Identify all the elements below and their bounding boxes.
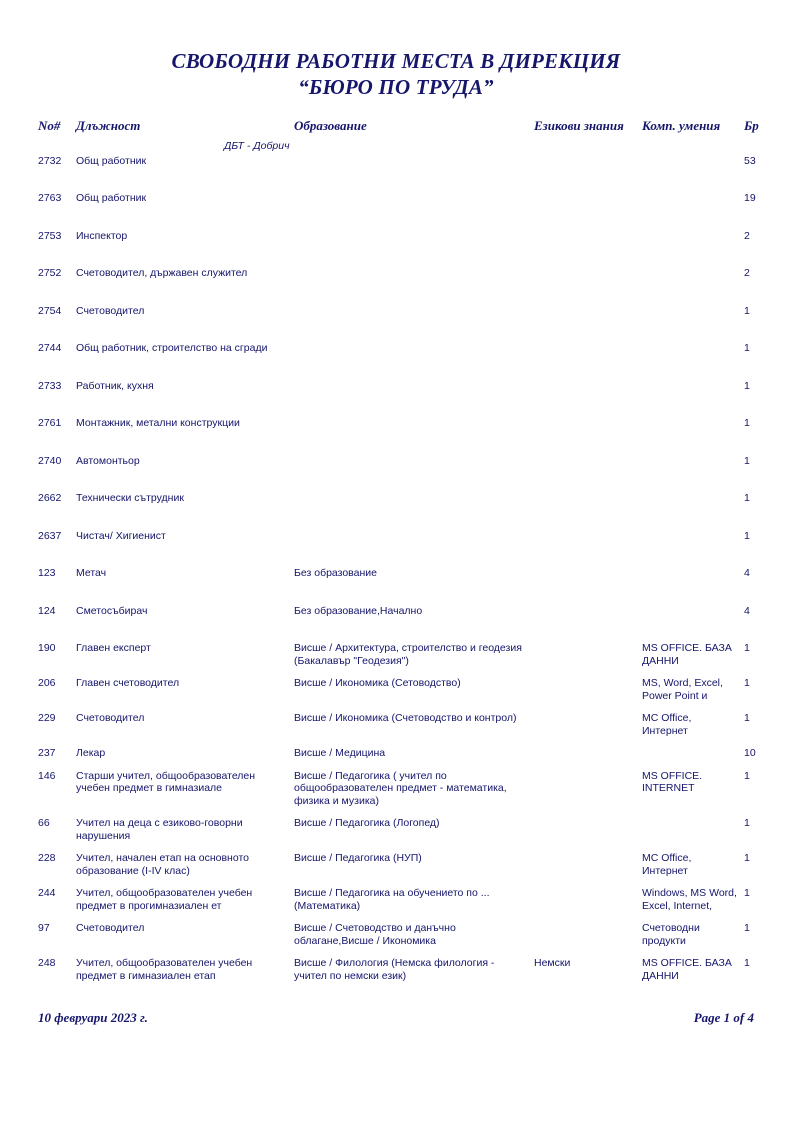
cell-count: 1: [744, 492, 750, 504]
cell-computer: MC Office, Интернет: [642, 712, 692, 737]
table-row: [38, 565, 778, 603]
cell-computer: MS, Word, Excel, Power Point и: [642, 677, 723, 702]
cell-computer: MS OFFICE. БАЗА ДАННИ: [642, 957, 732, 982]
cell-languages: [534, 885, 642, 920]
cell-education: [294, 190, 534, 228]
table-row: [38, 745, 778, 768]
column-header-computer-skills: Комп. умения: [642, 118, 721, 133]
cell-no: 2753: [38, 229, 62, 242]
cell-education: Висше / Педагогика (Логопед): [294, 817, 440, 829]
cell-no: 123: [38, 567, 56, 579]
cell-computer: [642, 153, 744, 191]
cell-count: 2: [744, 267, 750, 279]
cell-languages: [534, 453, 642, 491]
cell-no: 229: [38, 712, 56, 724]
cell-education: Висше / Счетоводство и данъчно облагане,Висше / Икономика: [294, 922, 456, 947]
cell-count: 1: [744, 304, 750, 317]
cell-count: 2: [744, 229, 750, 242]
column-header-languages: Езикови знания: [534, 118, 624, 133]
cell-count: 1: [744, 417, 750, 429]
cell-no: 2761: [38, 417, 62, 429]
cell-no: 237: [38, 747, 56, 759]
cell-count: 53: [744, 154, 756, 167]
cell-position: Технически сътрудник: [76, 492, 184, 504]
cell-education: [294, 490, 534, 528]
cell-education: [294, 153, 534, 191]
cell-position: Главен счетоводител: [76, 677, 180, 689]
cell-position: Счетоводител: [76, 712, 145, 724]
cell-education: [294, 228, 534, 266]
table-row: [38, 153, 778, 191]
cell-count: 1: [744, 769, 750, 782]
cell-no: 124: [38, 604, 56, 617]
cell-no: 2662: [38, 492, 62, 504]
table-row: [38, 265, 778, 303]
cell-education: [294, 378, 534, 416]
cell-position: Лекар: [76, 747, 106, 759]
cell-computer: [642, 815, 744, 850]
cell-languages: [534, 850, 642, 885]
cell-position: Старши учител, общообразователен учебен предмет в гимназиале: [76, 769, 256, 794]
cell-position: Счетоводител: [76, 922, 145, 934]
column-header-position: Длъжност: [76, 118, 141, 133]
cell-computer: [642, 303, 744, 341]
cell-languages: Немски: [534, 957, 571, 969]
cell-computer: [642, 265, 744, 303]
title-line-1: СВОБОДНИ РАБОТНИ МЕСТА В ДИРЕКЦИЯ: [171, 49, 621, 73]
cell-count: 1: [744, 677, 750, 689]
cell-no: 66: [38, 817, 50, 829]
cell-education: Висше / Икономика (Сетоводство): [294, 677, 461, 689]
cell-computer: [642, 453, 744, 491]
cell-computer: [642, 745, 744, 768]
cell-languages: [534, 153, 642, 191]
table-header: [38, 118, 778, 140]
cell-position: Учител, общообразователен учебен предмет в прогимназиален ет: [76, 887, 253, 912]
cell-position: Работник, кухня: [76, 379, 154, 392]
cell-count: 1: [744, 817, 750, 829]
cell-languages: [534, 265, 642, 303]
cell-position: Учител, начален етап на основното образование (I-IV клас): [76, 852, 249, 877]
cell-education: Без образование: [294, 567, 377, 579]
cell-languages: [534, 378, 642, 416]
cell-education: Висше / Архитектура, строителство и геодезия (Бакалавър "Геодезия"): [294, 642, 522, 667]
cell-computer: [642, 565, 744, 603]
table-row: [38, 850, 778, 885]
table-row: [38, 920, 778, 955]
cell-education: [294, 415, 534, 453]
cell-no: 2732: [38, 154, 62, 167]
cell-position: Учител на деца с езиково-говорни нарушения: [76, 817, 243, 842]
cell-count: 1: [744, 529, 750, 542]
cell-education: Висше / Педагогика ( учител по общообразователен предмет - математика, физика и музика): [294, 769, 507, 807]
office-label: ДБТ - Добрич: [224, 140, 290, 152]
cell-no: 190: [38, 642, 56, 654]
table-row: [38, 453, 778, 491]
cell-education: [294, 453, 534, 491]
cell-position: Монтажник, метални конструкции: [76, 417, 240, 429]
cell-no: 97: [38, 922, 50, 934]
cell-computer: [642, 603, 744, 641]
cell-position: Метач: [76, 567, 107, 579]
cell-computer: [642, 528, 744, 566]
table-row: [38, 815, 778, 850]
cell-count: 1: [744, 852, 750, 864]
table-row: [38, 603, 778, 641]
cell-count: 4: [744, 567, 750, 579]
cell-count: 4: [744, 604, 750, 617]
cell-position: Инспектор: [76, 229, 128, 242]
table-row: [38, 955, 778, 990]
cell-position: Общ работник, строителство на сгради: [76, 342, 268, 354]
cell-count: 1: [744, 454, 750, 467]
cell-education: [294, 528, 534, 566]
cell-computer: [642, 228, 744, 266]
cell-count: 10: [744, 747, 756, 759]
cell-languages: [534, 768, 642, 816]
cell-languages: [534, 675, 642, 710]
cell-education: [294, 303, 534, 341]
table-body: [38, 140, 778, 990]
cell-computer: MC Office, Интернет: [642, 852, 692, 877]
cell-no: 2744: [38, 342, 62, 354]
column-header-education: Образование: [294, 118, 367, 133]
cell-no: 2637: [38, 529, 62, 542]
cell-languages: [534, 528, 642, 566]
cell-computer: Счетоводни продукти: [642, 922, 700, 947]
cell-position: Чистач/ Хигиенист: [76, 529, 166, 542]
vacancies-table: [38, 118, 778, 990]
cell-no: 2763: [38, 192, 62, 204]
cell-languages: [534, 920, 642, 955]
cell-no: 244: [38, 887, 56, 899]
office-subheader-row: [38, 140, 778, 153]
cell-computer: MS OFFICE. INTERNET: [642, 769, 703, 794]
cell-computer: [642, 378, 744, 416]
table-row: [38, 490, 778, 528]
table-row: [38, 190, 778, 228]
cell-no: 2752: [38, 267, 62, 279]
table-row: [38, 768, 778, 816]
cell-position: Общ работник: [76, 192, 147, 204]
table-row: [38, 378, 778, 416]
table-row: [38, 675, 778, 710]
table-row: [38, 528, 778, 566]
cell-count: 1: [744, 642, 750, 654]
table-row: [38, 710, 778, 745]
footer-page-number: Page 1 of 4: [693, 1010, 754, 1025]
table-row: [38, 340, 778, 378]
cell-position: Сметосъбирач: [76, 604, 148, 617]
table-row: [38, 885, 778, 920]
cell-computer: MS OFFICE. БАЗА ДАННИ: [642, 642, 732, 667]
cell-position: Счетоводител: [76, 304, 145, 317]
cell-education: Висше / Медицина: [294, 747, 386, 759]
cell-computer: [642, 415, 744, 453]
cell-count: 1: [744, 887, 750, 899]
cell-count: 1: [744, 712, 750, 724]
cell-education: [294, 265, 534, 303]
cell-position: Главен експерт: [76, 642, 151, 654]
cell-no: 2754: [38, 304, 62, 317]
page-title: [38, 48, 754, 100]
cell-no: 206: [38, 677, 56, 689]
title-line-2: “БЮРО ПО ТРУДА”: [298, 75, 494, 99]
cell-computer: [642, 340, 744, 378]
cell-languages: [534, 710, 642, 745]
footer-date: 10 февруари 2023 г.: [38, 1010, 148, 1025]
cell-count: 1: [744, 957, 750, 969]
cell-no: 2733: [38, 379, 62, 392]
cell-languages: [534, 565, 642, 603]
cell-position: Учител, общообразователен учебен предмет в гимназиален етап: [76, 957, 253, 982]
cell-education: Висше / Икономика (Счетоводство и контрол): [294, 712, 517, 724]
table-row: [38, 640, 778, 675]
cell-education: [294, 340, 534, 378]
cell-languages: [534, 603, 642, 641]
cell-languages: [534, 228, 642, 266]
cell-position: Счетоводител, държавен служител: [76, 267, 248, 279]
column-header-no: No#: [38, 118, 61, 133]
cell-languages: [534, 190, 642, 228]
cell-languages: [534, 490, 642, 528]
cell-position: Автомонтьор: [76, 454, 140, 467]
cell-computer: [642, 190, 744, 228]
cell-languages: [534, 745, 642, 768]
cell-no: 228: [38, 852, 56, 864]
cell-education: Висше / Филология (Немска филология - учител по немски език): [294, 957, 495, 982]
cell-count: 1: [744, 342, 750, 354]
cell-count: 1: [744, 922, 750, 934]
cell-position: Общ работник: [76, 154, 147, 167]
table-row: [38, 228, 778, 266]
cell-count: 1: [744, 379, 750, 392]
cell-no: 146: [38, 769, 56, 782]
column-header-count: Бр: [744, 118, 759, 133]
cell-education: Висше / Педагогика на обучението по ... (Математика): [294, 887, 490, 912]
cell-languages: [534, 640, 642, 675]
cell-languages: [534, 303, 642, 341]
cell-languages: [534, 340, 642, 378]
cell-languages: [534, 815, 642, 850]
cell-no: 2740: [38, 454, 62, 467]
cell-education: Без образование,Начално: [294, 604, 423, 617]
cell-education: Висше / Педагогика (НУП): [294, 852, 422, 864]
cell-count: 19: [744, 192, 756, 204]
cell-languages: [534, 415, 642, 453]
table-row: [38, 415, 778, 453]
cell-computer: Windows, MS Word, Excel, Internet,: [642, 887, 737, 912]
page-footer: [38, 1010, 754, 1026]
cell-no: 248: [38, 957, 56, 969]
table-row: [38, 303, 778, 341]
cell-computer: [642, 490, 744, 528]
